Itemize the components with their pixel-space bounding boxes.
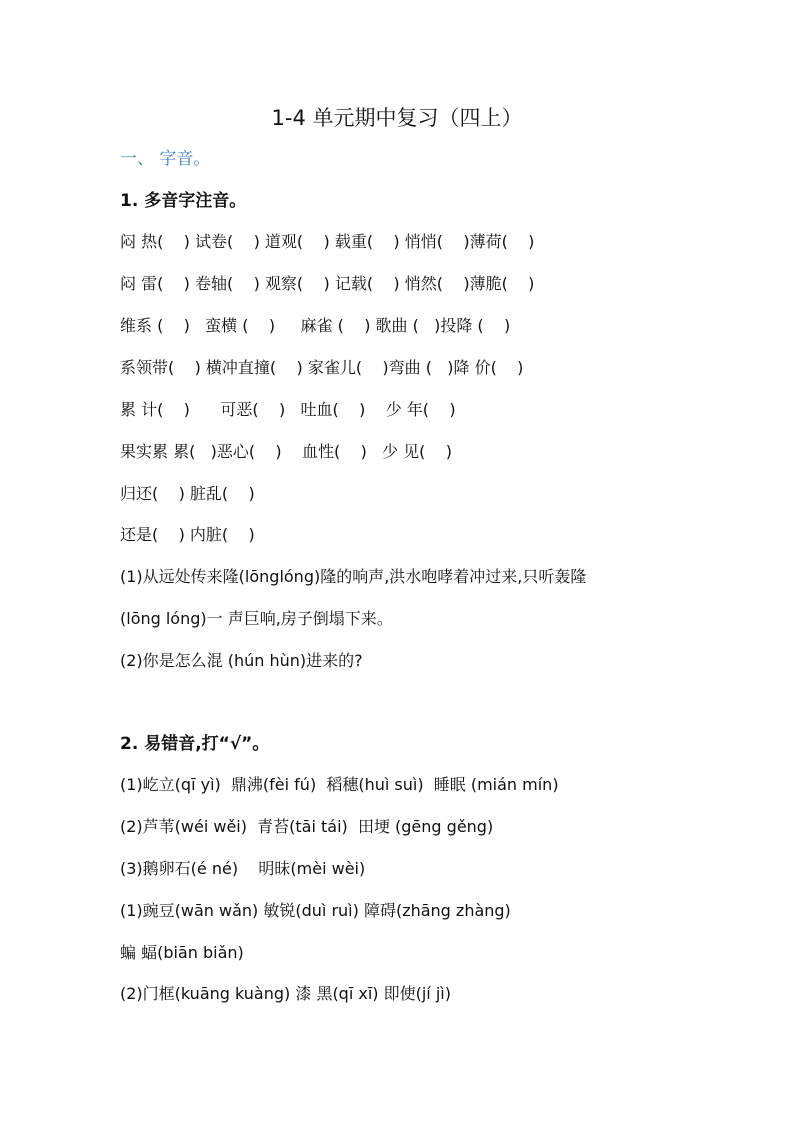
q1-line: 维系 ( ) 蛮横 ( ) 麻雀 ( ) 歌曲 ( )投降 ( ) — [120, 316, 511, 335]
q1-line: 系领带( ) 横冲直撞( ) 家雀儿( )弯曲 ( )降 价( ) — [120, 358, 524, 377]
q2-line: (1)屹立(qī yì) 鼎沸(fèi fú) 稻穗(huì suì) 睡眠 (mián mín) — [120, 775, 559, 794]
section-heading-pronunciation: 一、 字音。 — [120, 149, 211, 169]
question-2-heading: 2. 易错音,打“√”。 — [120, 734, 270, 754]
q2-line: (1)豌豆(wān wǎn) 敏锐(duì ruì) 障碍(zhāng zhàng) — [120, 901, 511, 920]
q1-line: 闷 热( ) 试卷( ) 道观( ) 载重( ) 悄悄( )薄荷( ) — [120, 232, 535, 251]
q1-sentence-line: (1)从远处传来隆(lōnglóng)隆的响声,洪水咆哮着冲过来,只听轰隆 — [120, 567, 587, 586]
q1-sentence-line: (2)你是怎么混 (hún hùn)进来的? — [120, 651, 363, 670]
q2-line: (2)芦苇(wéi wěi) 青苔(tāi tái) 田埂 (gēng gěng) — [120, 817, 494, 836]
q1-line: 累 计( ) 可恶( ) 吐血( ) 少 年( ) — [120, 400, 456, 419]
q2-line: (3)鹅卵石(é né) 明昧(mèi wèi) — [120, 859, 366, 878]
q1-line: 果实累 累( )恶心( ) 血性( ) 少 见( ) — [120, 442, 453, 461]
q1-line: 还是( ) 内脏( ) — [120, 525, 255, 544]
page-title: 1-4 单元期中复习（四上） — [271, 106, 523, 130]
q2-line: (2)门框(kuāng kuàng) 漆 黑(qī xī) 即使(jí jì) — [120, 984, 451, 1003]
q2-line: 蝙 蝠(biān biǎn) — [120, 943, 244, 962]
question-1-heading: 1. 多音字注音。 — [120, 191, 247, 211]
q1-sentence-line: (lōng lóng)一 声巨响,房子倒塌下来。 — [120, 609, 393, 628]
q1-line: 闷 雷( ) 卷轴( ) 观察( ) 记载( ) 悄然( )薄脆( ) — [120, 274, 535, 293]
q1-line: 归还( ) 脏乱( ) — [120, 484, 255, 503]
